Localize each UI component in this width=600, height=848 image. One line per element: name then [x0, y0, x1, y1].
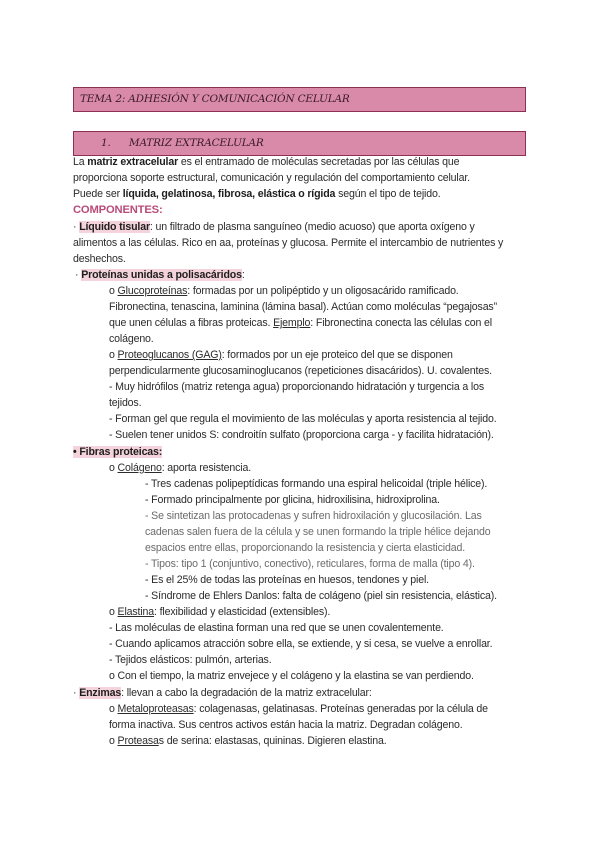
proteo-line-2: perpendicularmente glucosaminoglucanos (repeticiones disacáridos). U. covalentes. [109, 365, 492, 377]
metalo-line-1: o Metaloproteasas: colagenasas, gelatinasas. Proteínas generadas por la célula de [109, 703, 488, 715]
elastina-item-4: o Con el tiempo, la matriz envejece y el colágeno y la elastina se van perdiendo. [109, 670, 474, 682]
enzimas-heading: · Enzimas: llevan a cabo la degradación de la matriz extracelular: [73, 687, 372, 699]
proteasa-line: o Proteasas de serina: elastasas, quininas. Digieren elastina. [109, 735, 387, 747]
components-heading: COMPONENTES: [73, 204, 163, 216]
topic-title: TEMA 2: ADHESIÓN Y COMUNICACIÓN CELULAR [80, 93, 350, 105]
intro-line-3: Puede ser líquida, gelatinosa, fibrosa, elástica o rígida según el tipo de tejido. [73, 188, 441, 200]
gluco-line-1: o Glucoproteínas: formadas por un polipéptido y un oligosacárido ramificado. [109, 285, 459, 297]
colageno-item-4: - Tipos: tipo 1 (conjuntivo, conectivo), reticulares, forma de malla (tipo 4). [145, 558, 475, 570]
elastina-item-2: - Cuando aplicamos atracción sobre ella, se extiende, y si cesa, se vuelve a enrollar. [109, 638, 493, 650]
elastina-item-1: - Las moléculas de elastina forman una red que se unen covalentemente. [109, 622, 444, 634]
intro-line-2: proporciona soporte estructural, comunicación y regulación del comportamiento celular. [73, 172, 470, 184]
colageno-item-3a: - Se sintetizan las protocadenas y sufren hidroxilación y glucosilación. Las [145, 510, 482, 522]
colageno-item-6: - Síndrome de Ehlers Danlos: falta de colágeno (piel sin resistencia, elástica). [145, 590, 497, 602]
elastina-item-3: - Tejidos elásticos: pulmón, arterias. [109, 654, 272, 666]
liquido-line-2: alimentos a las células. Rico en aa, proteínas y glucosa. Permite el intercambio de nutrientes y [73, 237, 504, 249]
colageno-item-5: - Es el 25% de todas las proteínas en huesos, tendones y piel. [145, 574, 429, 586]
liquido-line-3: deshechos. [73, 253, 126, 265]
liquido-line-1: · Líquido tisular: un filtrado de plasma sanguíneo (medio acuoso) que aporta oxígeno y [73, 221, 475, 233]
section-header-bar [73, 131, 526, 156]
intro-line-1: La matriz extracelular es el entramado de moléculas secretadas por las células que [73, 156, 460, 168]
elastina-line: o Elastina: flexibilidad y elasticidad (extensibles). [109, 606, 331, 618]
colageno-item-3c: espacios entre ellas, proporcionando la resistencia y cierta elasticidad. [145, 542, 465, 554]
proteo-line-1: o Proteoglucanos (GAG): formados por un eje proteico del que se disponen [109, 349, 453, 361]
proteinas-heading: · Proteínas unidas a polisacáridos: [75, 269, 245, 281]
proteo-dash-3: - Suelen tener unidos S: condroitín sulfato (proporciona carga - y facilita hidratación). [109, 429, 494, 441]
colageno-item-3b: cadenas salen fuera de la célula y se unen formando la triple hélice dejando [145, 526, 491, 538]
proteo-dash-1: - Muy hidrófilos (matriz retenga agua) proporcionando hidratación y turgencia a los [109, 381, 485, 393]
colageno-item-2: - Formado principalmente por glicina, hidroxilisina, hidroxiprolina. [145, 494, 440, 506]
colageno-line: o Colágeno: aporta resistencia. [109, 462, 252, 474]
section-number: 1. [101, 137, 111, 149]
gluco-line-2: Fibronectina, tenascina, laminina (lámina basal). Actúan como moléculas “pegajosas” [109, 301, 497, 313]
section-title: MATRIZ EXTRACELULAR [128, 137, 264, 149]
topic-title-bar [73, 87, 526, 112]
fibras-heading: • Fibras proteicas: [73, 446, 163, 458]
gluco-line-3: que unen células a fibras proteicas. Ejemplo: Fibronectina conecta las células con el [109, 317, 492, 329]
proteo-dash-1b: tejidos. [109, 397, 142, 409]
proteo-dash-2: - Forman gel que regula el movimiento de las moléculas y aporta resistencia al tejido. [109, 413, 497, 425]
colageno-item-1: - Tres cadenas polipeptídicas formando una espiral helicoidal (triple hélice). [145, 478, 488, 490]
gluco-line-4: colágeno. [109, 333, 154, 345]
metalo-line-2: forma inactiva. Sus centros activos están hacia la matriz. Degradan colágeno. [109, 719, 463, 731]
